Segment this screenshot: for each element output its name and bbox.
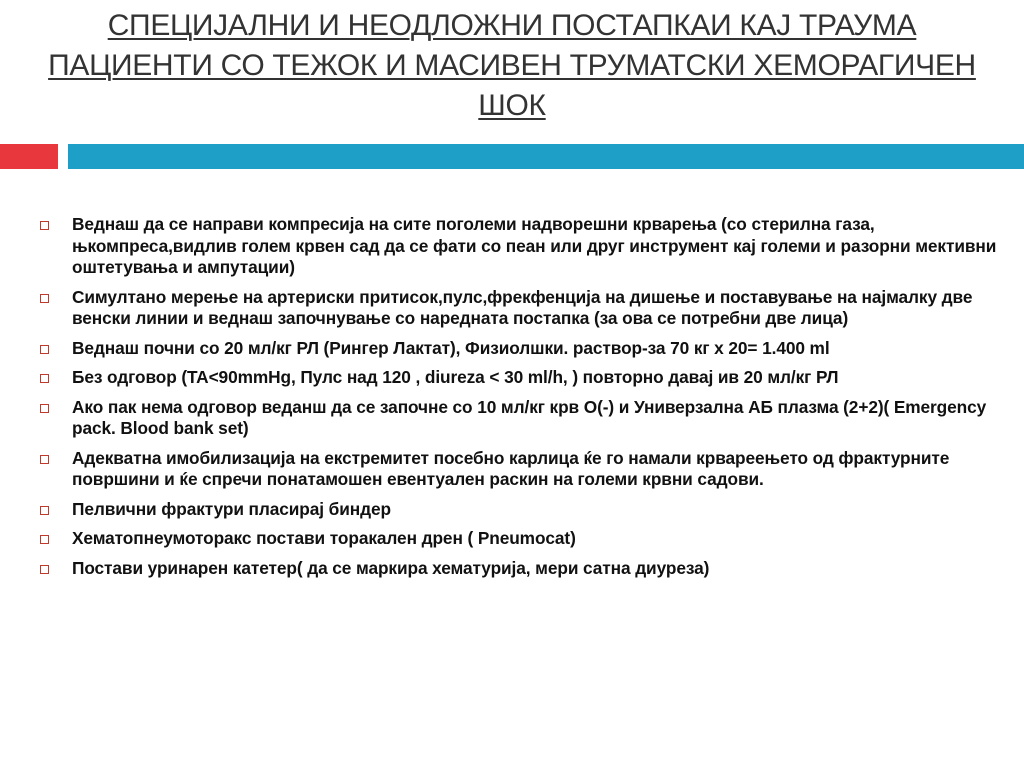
bullet-text: Веднаш да се направи компресија на сите поголеми надворешни крварења (со стерилна газа, њкомпреса,видлив голем крвен сад да се фати со пеан или друг инструмент кај големи и разорни мективни оштетувања и ампутации) [72,214,997,277]
bullet-text: Пелвични фрактури пласирај биндер [72,498,391,519]
slide-title: СПЕЦИЈАЛНИ И НЕОДЛОЖНИ ПОСТАПКАИ КАЈ ТРАУМА ПАЦИЕНТИ СО ТЕЖОК И МАСИВЕН ТРУМАТСКИ ХЕМОРАГИЧЕН ШОК [48,9,976,122]
square-outline-icon [40,506,49,515]
bullet-list [36,214,1016,587]
square-outline-icon [40,345,49,354]
bullet-item [36,287,1016,330]
bullet-item [36,397,1016,440]
square-outline-icon [40,535,49,544]
bullet-item [36,528,1016,550]
bullet-text: Хематопнеумоторакс постави торакален дрен ( Pneumocat) [72,528,576,548]
square-outline-icon [40,455,49,464]
bullet-item [36,367,1016,389]
accent-bar-blue [68,144,1024,169]
bullet-text: Адекватна имобилизација на екстремитет посебно карлица ќе го намали крвареењето од фрактурните површини и ќе спречи понатамошен евентуален раскин на големи крвни садови. [72,447,950,489]
bullet-text: Постави уринарен катетер( да се маркира хематурија, мери сатна диуреза) [72,557,710,578]
bullet-item [36,338,1016,360]
bullet-text: Без одговор (TA<90mmHg, Пулс над 120 , diureza < 30 ml/h, ) повторно давај ив 20 мл/кг РЛ [72,367,839,387]
bullet-item [36,499,1016,521]
accent-bar-red [0,144,58,169]
square-outline-icon [40,404,49,413]
square-outline-icon [40,294,49,303]
square-outline-icon [40,221,49,230]
bullet-item [36,214,1016,279]
bullet-text: Симултано мерење на артериски притисок,пулс,фрекфенција на дишење и поставување на најмалку две венски линии и веднаш започнување со наредната постапка (за ова се потребни две лица) [72,286,973,328]
bullet-item [36,558,1016,580]
bullet-text: Веднаш почни со 20 мл/кг РЛ (Рингер Лактат), Физиолшки. раствор-за 70 кг x 20= 1.400 ml [72,337,830,358]
square-outline-icon [40,374,49,383]
square-outline-icon [40,565,49,574]
bullet-item [36,448,1016,491]
bullet-text: Ако пак нема одговор веданш да се започне со 10 мл/кг крв О(-) и Универзална АБ плазма (2+2)( Emergency pack. Blood bank set) [72,396,987,438]
